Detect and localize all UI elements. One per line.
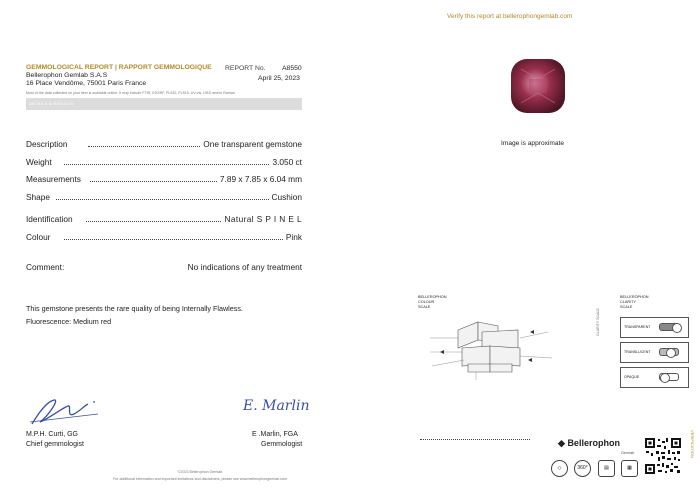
fine-print-line	[420, 439, 530, 442]
field-label: Measurements	[26, 174, 81, 184]
comment-label: Comment:	[26, 262, 65, 272]
clarity-level-label: OPAQUE	[624, 375, 640, 379]
gemstone-image	[507, 55, 569, 117]
report-date: April 25, 2023	[258, 75, 300, 82]
colour-scale-title	[418, 295, 447, 310]
signatory-name: M.P.H. Curti, GG	[26, 431, 78, 438]
field-row-weight	[26, 155, 302, 167]
field-value: Cushion	[271, 192, 302, 202]
clarity-indicator	[659, 373, 679, 381]
field-row-shape	[26, 190, 302, 202]
signatory-role: Chief gemmologist	[26, 441, 84, 448]
signature-marlin: E. Marlin	[243, 398, 310, 414]
field-value: 7.89 x 7.85 x 6.04 mm	[219, 174, 302, 184]
verification-side-label: VERIFICATION	[690, 430, 695, 458]
field-label: Description	[26, 139, 68, 149]
lab-address: 16 Place Vendôme, 75001 Paris France	[26, 80, 147, 87]
clarity-scale-title-line: CLARITY	[620, 300, 637, 304]
field-label: Colour	[26, 232, 51, 242]
clarity-indicator	[659, 348, 679, 356]
fine-print: Most of the data collected on your item is available online. It may include FTIR, EDXRF, PL532, PL515, UV-vis, LIBS and/or Raman	[26, 91, 235, 95]
field-row-colour	[26, 230, 302, 242]
field-row-measurements	[26, 172, 302, 184]
field-label: Shape	[26, 192, 50, 202]
brand-name: Bellerophon	[567, 438, 620, 448]
field-label: Identification	[26, 214, 73, 224]
document-icon: ▤	[598, 460, 615, 477]
clarity-indicator	[659, 323, 679, 331]
colour-scale-title-line: COLOUR	[418, 300, 435, 304]
signature-curti	[28, 394, 108, 428]
clarity-scale-side-label: CLARITY SCALE	[596, 308, 600, 336]
gem-icon: ◇	[551, 460, 568, 477]
details-bar	[26, 98, 302, 110]
fluorescence-note: Fluorescence: Medium red	[26, 317, 112, 326]
lab-name: Bellerophon Gemlab S.A.S	[26, 72, 108, 79]
image-caption: Image is approximate	[501, 140, 565, 147]
comment-value: No indications of any treatment	[187, 262, 302, 272]
report-number-label: REPORT No.	[225, 65, 266, 72]
clarity-level-label: TRANSLUCENT	[624, 350, 651, 354]
comment-row	[26, 260, 302, 272]
field-row-description	[26, 137, 302, 149]
field-value: One transparent gemstone	[203, 139, 302, 149]
report-title: GEMMOLOGICAL REPORT | RAPPORT GEMMOLOGIQUE	[26, 64, 212, 71]
brand-sub: Gemlab	[621, 451, 635, 455]
clarity-scale-title-line: SCALE	[620, 305, 633, 309]
field-value: Natural S P I N E L	[224, 214, 302, 224]
footer-terms[interactable]: For additional information and important limitations and disclaimers, please see www.bellerophongemlab.com	[113, 477, 287, 481]
footer-copyright: ©2023 Bellerophon Gemlab	[177, 470, 223, 474]
certificate-icon: ▦	[621, 460, 638, 477]
field-value: 3.050 ct	[272, 157, 302, 167]
signatory-role: Gemmologist	[261, 441, 303, 448]
qr-code-icon[interactable]	[644, 437, 682, 475]
clarity-level-label: TRANSPARENT	[624, 325, 651, 329]
clarity-level-transparent	[620, 317, 689, 338]
colour-scale-title-line: SCALE	[418, 305, 431, 309]
clarity-level-opaque	[620, 367, 689, 388]
brand-logo-icon: ◆	[558, 438, 565, 448]
brand-logo	[558, 438, 620, 449]
field-value: Pink	[285, 232, 302, 242]
field-row-identification	[26, 212, 302, 224]
field-label: Weight	[26, 157, 52, 167]
badge-360-icon: 360°	[574, 460, 591, 477]
details-bar-label: DETAILS & RESULTS	[29, 101, 74, 106]
clarity-scale-title-line: BELLEROPHON	[620, 295, 649, 299]
clarity-scale-title	[620, 295, 649, 310]
verify-link[interactable]: Verify this report at bellerophongemlab.com	[447, 13, 573, 20]
colour-scale-diagram	[420, 312, 560, 382]
report-number: A8550	[282, 65, 302, 72]
quality-note: This gemstone presents the rare quality of being Internally Flawless.	[26, 304, 243, 313]
colour-scale-title-line: BELLEROPHON	[418, 295, 447, 299]
signatory-name: E .Marlin, FGA	[252, 431, 298, 438]
clarity-level-translucent	[620, 342, 689, 363]
